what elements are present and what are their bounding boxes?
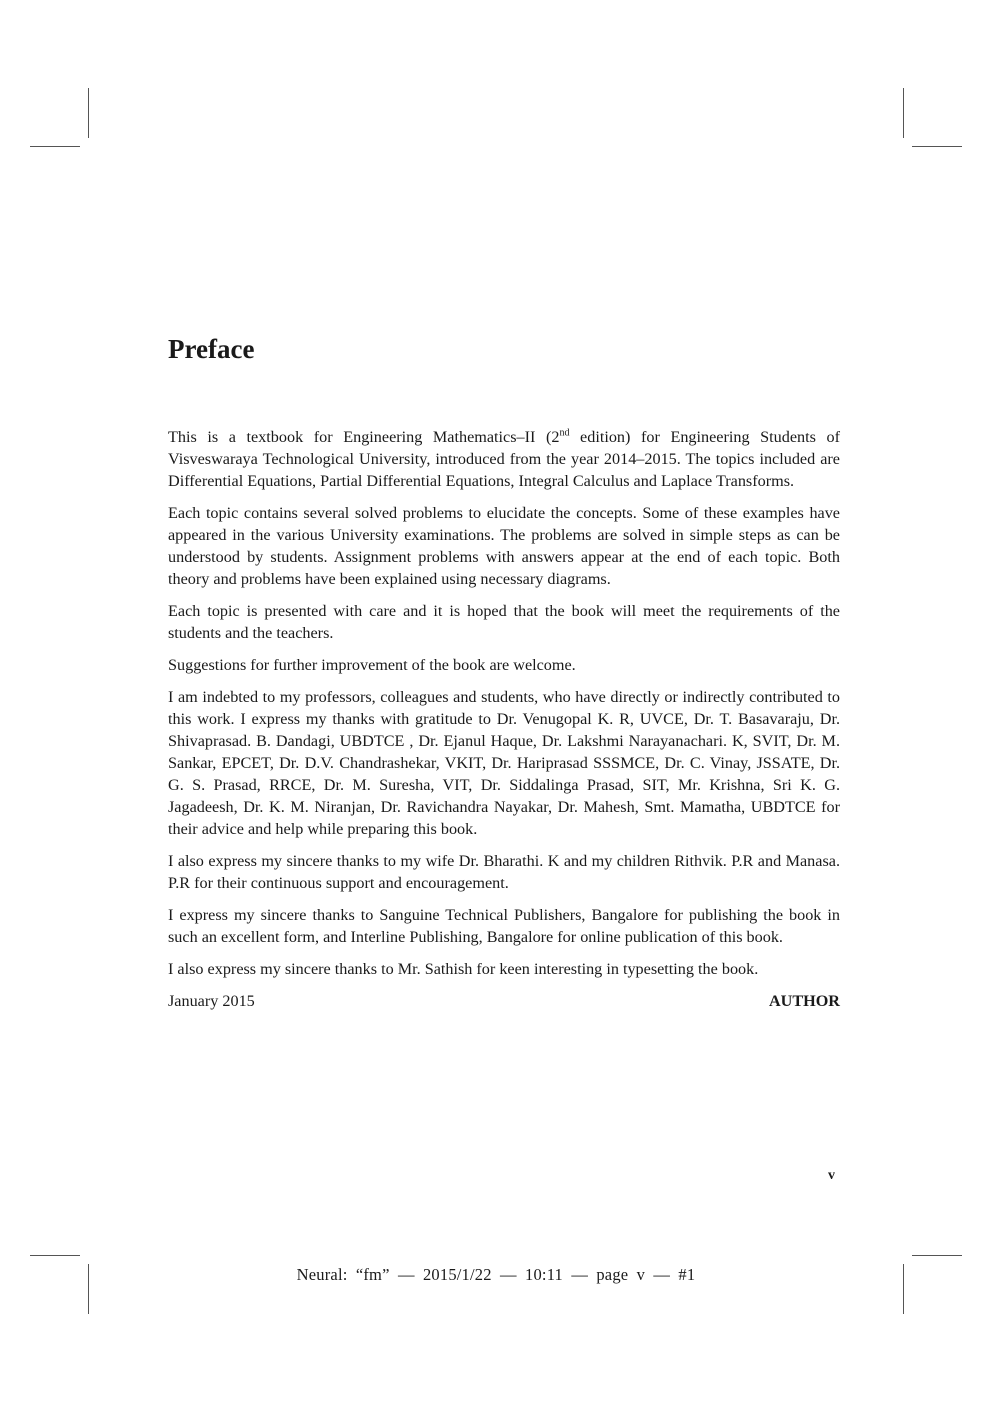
page-title: Preface (168, 334, 255, 364)
preface-body (168, 426, 840, 1012)
crop-mark-top-right-horizontal (912, 146, 962, 147)
page-number: v (828, 1168, 835, 1183)
paragraph-topics: Each topic contains several solved problems to elucidate the concepts. Some of these examples have appeared in the various University examinations. The problems are solved in simple steps as can be understood by students. Assignment problems with answers appear at the end of each topic. Both theory and problems have been explained using necessary diagrams. (168, 504, 840, 588)
preface-date: January 2015 (168, 992, 255, 1010)
preface-author: AUTHOR (768, 992, 840, 1010)
paragraph-suggestions: Suggestions for further improvement of the book are welcome. (168, 656, 576, 674)
paragraph-intro-text-rest: edition) for Engineering Students of Visveswaraya Technological University, introduced from the year 2014–2015. The topics included are Differential Equations, Partial Differential Equations, Integral Calculus and Laplace Transforms. (168, 428, 840, 490)
paragraph-publisher-thanks: I express my sincere thanks to Sanguine Technical Publishers, Bangalore for publishing the book in such an excellent form, and Interline Publishing, Bangalore for online publication of this book. (168, 906, 840, 946)
crop-mark-top-left-horizontal (30, 146, 80, 147)
paragraph-care: Each topic is presented with care and it is hoped that the book will meet the requirements of the students and the teachers. (168, 602, 840, 642)
paragraph-intro (168, 426, 840, 492)
paragraph-intro-text: This is a textbook for Engineering Mathematics–II (2 (168, 428, 560, 446)
crop-mark-bottom-right-horizontal (912, 1255, 962, 1256)
print-footer: Neural: “fm” — 2015/1/22 — 10:11 — page v — #1 (296, 1265, 696, 1284)
ordinal-superscript: nd (559, 427, 570, 439)
signature-line (168, 990, 840, 1012)
crop-mark-bottom-left-horizontal (30, 1255, 80, 1256)
crop-mark-top-left-vertical (88, 88, 89, 138)
paragraph-acknowledgements: I am indebted to my professors, colleagues and students, who have directly or indirectly contributed to this work. I express my thanks with gratitude to Dr. Venugopal K. R, UVCE, Dr. T. Basavaraju, Dr. Shivaprasad. B. Dandagi, UBDTCE , Dr. Ejanul Haque, Dr. Lakshmi Narayanachari. K, SVIT, Dr. M. Sankar, EPCET, Dr. D.V. Chandrashekar, VKIT, Dr. Hariprasad SSSMCE, Dr. C. Vinay, JSSATE, Dr. G. S. Prasad, RRCE, Dr. M. Suresha, VIT, Dr. Siddalinga Prasad, SIT, Mr. Krishna, Sri K. G. Jagadeesh, Dr. K. M. Niranjan, Dr. Ravichandra Nayakar, Dr. Mahesh, Smt. Mamatha, UBDTCE for their advice and help while preparing this book. (168, 688, 840, 838)
paragraph-typesetting-thanks: I also express my sincere thanks to Mr. Sathish for keen interesting in typesetting the book. (168, 960, 759, 978)
paragraph-family-thanks: I also express my sincere thanks to my wife Dr. Bharathi. K and my children Rithvik. P.R and Manasa. P.R for their continuous support and encouragement. (168, 852, 840, 892)
crop-mark-top-right-vertical (903, 88, 904, 138)
